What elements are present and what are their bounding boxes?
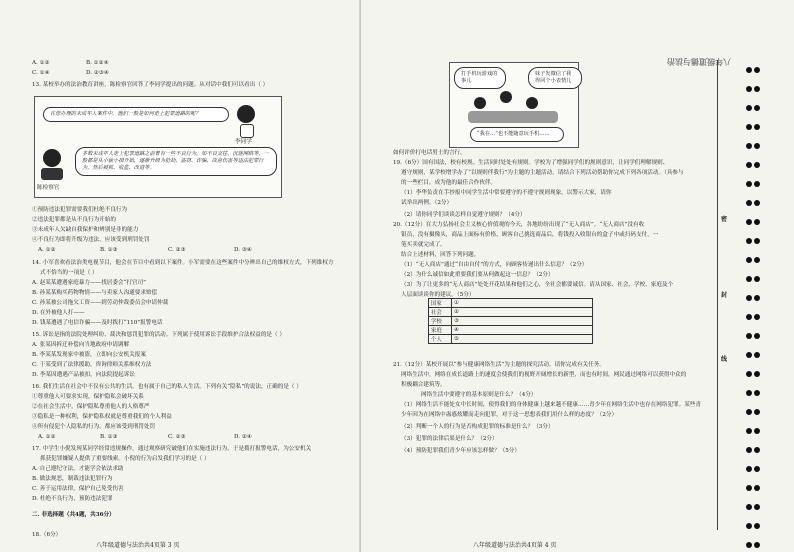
question-line: 13. 某校举办的法治教育讲座，陈检察官回答了李同学提出的问题。从对话中我们可以看出（ ） xyxy=(32,82,269,88)
question-line: 的一些栏目，成为他的最佳合作伙伴。 xyxy=(401,180,497,186)
student-speech-bubble xyxy=(43,107,229,122)
binding-dot xyxy=(754,257,760,263)
row-number: ③ xyxy=(454,318,459,324)
question-line: D. ③④ xyxy=(234,247,252,253)
binding-dots-column xyxy=(745,58,765,552)
question-line: 试举出两例。（2分） xyxy=(401,200,453,206)
binding-dot xyxy=(746,219,752,225)
binding-dot xyxy=(754,200,760,206)
binding-dot xyxy=(746,409,752,415)
binding-dot xyxy=(754,352,760,358)
question-line: 二. 非选择题（共4题，共36分） xyxy=(32,512,115,518)
question-line: B. ①②④ xyxy=(86,60,109,66)
binding-dot xyxy=(746,67,752,73)
binding-dot xyxy=(754,504,760,510)
binding-dot xyxy=(754,428,760,434)
binding-dot xyxy=(746,542,752,548)
person-3-icon xyxy=(526,97,538,109)
binding-dot xyxy=(754,67,760,73)
binding-dot xyxy=(754,124,760,130)
right-page-footer: 八年级道德与法治共4页第 4 页 xyxy=(473,542,557,549)
officer-speech-bubble xyxy=(75,147,277,176)
binding-dot xyxy=(746,371,752,377)
binding-dot xyxy=(746,86,752,92)
question-line: C. 于某受到了法律援助，咨询律师关系维权方法 xyxy=(32,362,152,368)
question-line: 笔买卖就完成了。 xyxy=(401,242,446,248)
question-line: A. ①② xyxy=(38,434,56,440)
question-line: 人层面谈谈你的建议。（5分） xyxy=(401,292,475,298)
question-line: 网络生活中要遵守的基本原则是什么？（4分） xyxy=(421,392,537,398)
question-line: 20.（12分）在大力弘扬社会主义核心价值观的今天，各地纷纷出现了“无人商店”。“无人商店”没有收 xyxy=(393,222,645,228)
question-line: D. 在外被他人打—— xyxy=(32,310,85,316)
question-line: 银员，没有摄像头，商品上面标有价格，顾客自己挑选商品后，将钱投入收银台的盒子中或扫码支付，一 xyxy=(401,232,659,238)
question-line: 结合上述材料，回答下列问题。 xyxy=(401,252,480,258)
question-line: A. 张某因拆迁补偿向当地政府申请调解 xyxy=(32,342,130,348)
cartoon-caption-2: 妹子发微信了我得回个小表情儿 xyxy=(528,67,582,89)
binding-dot xyxy=(746,390,752,396)
binding-dot xyxy=(754,143,760,149)
row-number: ④ xyxy=(454,327,459,333)
question-line: D. 钱某遭遇了电信诈骗——及时拨打“110”报警电话 xyxy=(32,320,163,326)
binding-dot xyxy=(746,257,752,263)
question-line: B. 孙某某购买药物物情——与卖家人沟通要求赔偿 xyxy=(32,290,158,296)
side-mark-1: 密 xyxy=(721,216,728,223)
question-line: 15. 诉讼是指的法院处理纠纷、裁决和惩罚犯罪的活动。下列属于使用诉讼手段维护合法权益的是（ ） xyxy=(32,332,285,338)
binding-dot xyxy=(746,314,752,320)
header-stamp: 八年级道德与法治 xyxy=(667,57,731,67)
binding-dot xyxy=(746,200,752,206)
question-line: 抓获犯罪嫌疑人提供了重要线索。小倪的行为启发我们学习的是（ ） xyxy=(40,456,210,462)
question-line: C. 善于运用法律，保护自己免受伤害 xyxy=(32,486,124,492)
binding-dot xyxy=(754,523,760,529)
question-line: （3）犯罪的法律后果是什么？（2分） xyxy=(401,436,498,442)
binding-dot xyxy=(754,371,760,377)
question-line: A. ①② xyxy=(32,60,50,66)
person-1-icon xyxy=(474,97,486,109)
question-line: B. 做法规恶，制裁违法犯罪行为 xyxy=(32,476,113,482)
binding-dot xyxy=(746,333,752,339)
question-line: ②违法犯罪都是从不良行为开始的 xyxy=(32,217,116,223)
answer-cell[interactable] xyxy=(452,317,593,326)
cartoon-caption-3: “我在…”也不能随意玩手机…… xyxy=(470,127,564,142)
binding-dot xyxy=(746,238,752,244)
table-row xyxy=(429,317,593,326)
question-line: 16. 我们生活在社会中不仅有公共的生活，也有属于自己的私人生活。下列有关“隐私”的说法，正确的是（ ） xyxy=(32,384,302,390)
binding-dot xyxy=(746,485,752,491)
officer-uniform-icon xyxy=(41,168,63,180)
question-line: （2）判断一个人的行为是否构成犯罪的标准是什么？（3分） xyxy=(401,424,554,430)
answer-cell[interactable] xyxy=(452,308,593,317)
question-line: C. ②③ xyxy=(168,247,186,253)
answer-cell[interactable] xyxy=(452,326,593,335)
officer-answer: 多数未成年人走上犯罪道路之前曾有一些不良行为，如不良交往、沉迷网络等，一般都是从小偷小摸开始，逐渐升级为抢劫、盗窃、诈骗、故意伤害等违法犯罪行为，然后被抓、收监、改造等。 xyxy=(82,151,269,171)
side-mark-2: 封 xyxy=(721,292,728,299)
binding-dot xyxy=(746,143,752,149)
suggestion-table xyxy=(428,298,593,344)
table-row xyxy=(429,308,593,317)
question-line: C. ①④ xyxy=(32,70,50,76)
question-line: 网络生活中，网络在成长道路上的速度会使我们的视野开阔增长的新型，而也有时间，网民通过网络可以获得中众的 xyxy=(401,372,687,378)
student-body-icon xyxy=(240,124,254,138)
question-line: ①尊重他人可要求实现，保护隐私会破坏关系 xyxy=(32,394,144,400)
binding-dot xyxy=(746,162,752,168)
question-line: （1）李华负责在手抄报中同学生活中常要遵守的不遵守规则现象，以警示大家，请你 xyxy=(401,190,612,196)
binding-dot xyxy=(746,181,752,187)
question-line: 式不恰当的一项是（ ） xyxy=(40,270,98,276)
row-number: ① xyxy=(454,300,459,306)
question-line: （2）请你同学们谈谈怎样自觉遵守规则？（4分） xyxy=(401,212,526,218)
binding-dot xyxy=(754,162,760,168)
question-line: D. ②④ xyxy=(234,434,252,440)
binding-dot xyxy=(754,276,760,282)
binding-dot xyxy=(746,428,752,434)
question-line: A. 赵某某遭遇家庭暴力——找居委会“打官司” xyxy=(32,280,147,286)
right-page xyxy=(360,0,794,552)
binding-dot xyxy=(754,295,760,301)
binding-dot xyxy=(754,105,760,111)
binding-line xyxy=(717,60,718,530)
left-page xyxy=(0,0,360,552)
person-2-icon xyxy=(500,91,512,103)
question-line: D. 杜绝不良行为，预防违法犯罪 xyxy=(32,496,113,502)
question-line: （3）为了让更多的“无人商店”处处开花结果和他们之心，全社会都要诚信。请从国家、社会、学校、家庭及个 xyxy=(401,282,674,288)
question-line: C. 孙某被公司拖欠工资——到劳动仲裁委员会申请仲裁 xyxy=(32,300,169,306)
question-line: C. ②③ xyxy=(168,434,186,440)
q13-dialogue-figure xyxy=(34,96,282,198)
question-line: ①预防违法犯罪需要我们杜绝不良行为 xyxy=(32,207,128,213)
binding-dot xyxy=(746,504,752,510)
row-label: 社会 xyxy=(429,308,452,317)
officer-name: 陈检察官 xyxy=(37,185,60,191)
question-line: D. 李某因遭遇产品被扣，向法院提起诉讼 xyxy=(32,372,135,378)
question-line: A. ①② xyxy=(38,247,56,253)
question-line: 如何评价打电话男士的言行。 xyxy=(393,150,466,156)
question-line: ③未成年人欠缺自我保护和辨别是非的能力 xyxy=(32,227,139,233)
bench-icon xyxy=(468,111,558,123)
question-line: （2）为什么诚信如此重要我们要从何做起这一信息？（2分） xyxy=(401,272,554,278)
binding-dot xyxy=(754,466,760,472)
binding-dot xyxy=(746,124,752,130)
question-line: （4）预防犯罪我们青少年应该怎样做？（5分） xyxy=(401,448,520,454)
binding-dot xyxy=(754,542,760,548)
binding-dot xyxy=(754,181,760,187)
answer-cell[interactable] xyxy=(452,299,593,308)
row-label: 学校 xyxy=(429,317,452,326)
question-line: B. ①③ xyxy=(100,247,118,253)
question-line: 积极耦合建筑等。 xyxy=(401,382,446,388)
question-line: （1）网络生活不能处女中长时间，使得我们的身体健康上越来越不健康……青少年在网络生活中也存在网络犯罪。某些青 xyxy=(401,402,702,408)
binding-dot xyxy=(746,352,752,358)
binding-dot xyxy=(746,295,752,301)
binding-dot xyxy=(746,523,752,529)
answer-cell[interactable] xyxy=(452,335,593,344)
binding-dot xyxy=(746,447,752,453)
table-row xyxy=(429,335,593,344)
student-name: 李同学 xyxy=(235,139,252,145)
table-row xyxy=(429,326,593,335)
binding-dot xyxy=(754,238,760,244)
student-question: 在您办理的未成年人案件中，他们一般是如何走上犯罪道路的呢？ xyxy=(50,111,201,117)
row-label: 国家 xyxy=(429,299,452,308)
binding-dot xyxy=(754,333,760,339)
question-line: 21.（12分）某校开展以“参与健康网络生活”为主题的探究活动，请你完成有关任务。 xyxy=(393,362,605,368)
left-page-footer: 八年级道德与法治共4页第 3 页 xyxy=(96,542,180,549)
binding-dot xyxy=(754,314,760,320)
question-line: B. 李某某发现家中被盗，立即向公安机关报案 xyxy=(32,352,146,358)
question-line: D. ②③④ xyxy=(86,70,109,76)
question-line: 18.（6分） xyxy=(32,532,62,538)
binding-dot xyxy=(754,86,760,92)
binding-dot xyxy=(754,409,760,415)
question-line: 17. 中学生小倪发现某同学经常违规操作，通过观察研究破他们在实施违法行为，于是拨打报警电话，为公安机关 xyxy=(32,446,312,452)
question-line: 19.（6分）国有国法，校有校规。生活同时处处有规则。学校为了增强同学们的规则意识，让同学们理解规则、 xyxy=(393,160,669,166)
row-number: ② xyxy=(454,309,459,315)
question-line: ②在社会生活中，保护隐私尊重他人的人格尊严 xyxy=(32,404,150,410)
binding-dot xyxy=(754,219,760,225)
phone-cartoon xyxy=(449,62,579,148)
row-label: 个人 xyxy=(429,335,452,344)
binding-dot xyxy=(746,466,752,472)
question-line: ④不良行为即将升级为违法，应该受到刑罚处罚 xyxy=(32,237,150,243)
binding-dot xyxy=(746,105,752,111)
row-label: 家庭 xyxy=(429,326,452,335)
question-line: 少年因为在网络中蛊惑炫耀而走向犯罪，对于这一思想表我们用什么样的态度？（2分） xyxy=(401,412,618,418)
cartoon-caption-1: 打手机玩游戏的事儿 xyxy=(454,67,506,89)
question-line: （1）“无人商店”通过“自由自付”的方式，向顾客传递出什么信息？（2分） xyxy=(401,262,588,268)
side-mark-3: 线 xyxy=(721,356,728,363)
student-avatar-icon xyxy=(237,105,255,123)
question-line: ④所有侵犯个人隐私的行为，都应该受到刑罚处罚 xyxy=(32,424,156,430)
row-number: ⑤ xyxy=(454,336,459,342)
binding-dot xyxy=(754,447,760,453)
question-line: B. ①③ xyxy=(100,434,118,440)
question-line: 遵守规则，某学校增学办了“以规则伴我行”为主题的主题活动，请结合下列活动帮助你完成下列各项活动。（具参与 xyxy=(401,170,684,176)
officer-avatar-icon xyxy=(43,149,61,167)
binding-dot xyxy=(746,276,752,282)
question-line: ③隐私是一种权利，保护隐私权就是尊重我们的个人利益 xyxy=(32,414,172,420)
binding-dot xyxy=(754,390,760,396)
table-row xyxy=(429,299,593,308)
question-line: 14. 小军喜欢看法治类电视节目，他会在节目中看到以下案件。小军需要在这些案件中分辨出自己的维权方式，下列维权方 xyxy=(32,260,334,266)
question-line: A. 自己遵纪守法，才能学会依法求助 xyxy=(32,466,124,472)
binding-dot xyxy=(754,485,760,491)
